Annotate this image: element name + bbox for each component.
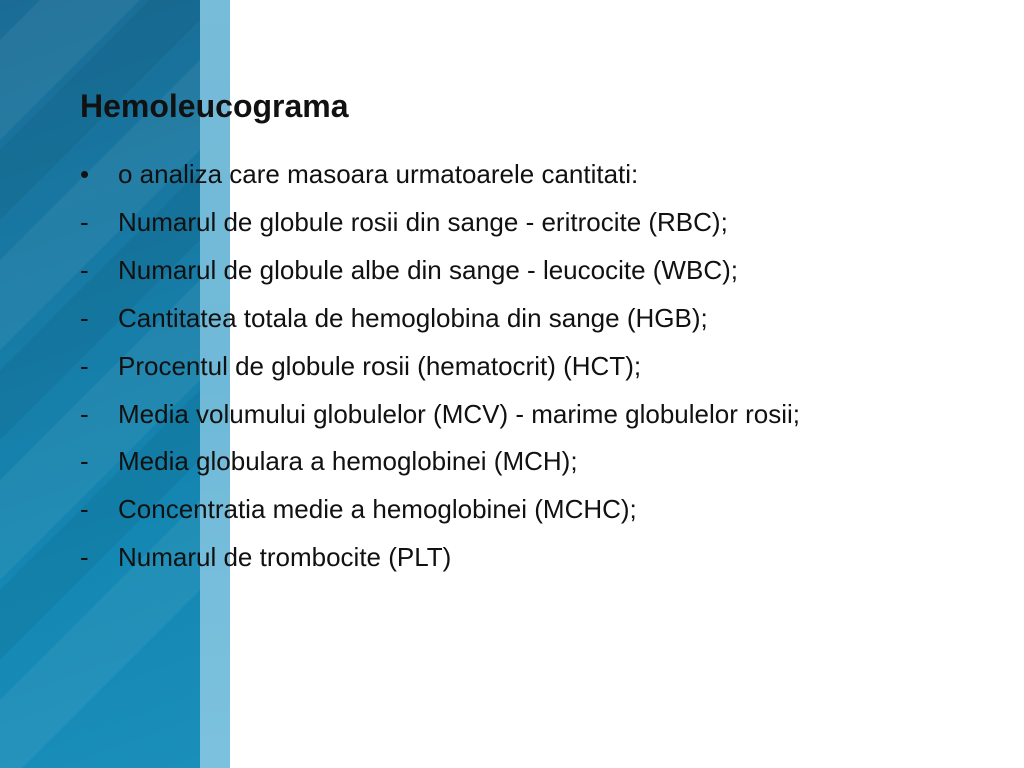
- list-item: [80, 348, 970, 384]
- list-item: [80, 204, 970, 240]
- dash-marker: -: [80, 446, 89, 476]
- dash-marker: -: [80, 399, 89, 429]
- list-item: [80, 252, 970, 288]
- slide-title: Hemoleucograma: [80, 88, 349, 124]
- list-item: [80, 443, 970, 479]
- list-item: [80, 491, 970, 527]
- dash-marker: -: [80, 494, 89, 524]
- dash-marker: -: [80, 255, 89, 285]
- list-item-text: Media globulara a hemoglobinei (MCH);: [118, 446, 578, 476]
- list-item-text: Numarul de trombocite (PLT): [118, 542, 452, 572]
- list-item: [80, 396, 970, 432]
- dash-marker: -: [80, 542, 89, 572]
- list-item: [80, 156, 970, 192]
- bullet-marker: •: [80, 159, 90, 189]
- list-item: [80, 539, 970, 575]
- list-item-text: Numarul de globule albe din sange - leucocite (WBC);: [118, 255, 738, 285]
- bullet-list: [80, 156, 970, 587]
- list-item-text: Media volumului globulelor (MCV) - marime globulelor rosii;: [118, 399, 801, 429]
- list-item-text: Procentul de globule rosii (hematocrit) (HCT);: [118, 351, 642, 381]
- dash-marker: -: [80, 207, 89, 237]
- list-item-text: o analiza care masoara urmatoarele cantitati:: [118, 159, 639, 189]
- list-item-text: Cantitatea totala de hemoglobina din sange (HGB);: [118, 303, 708, 333]
- list-item-text: Concentratia medie a hemoglobinei (MCHC);: [118, 494, 637, 524]
- list-item-text: Numarul de globule rosii din sange - eritrocite (RBC);: [118, 207, 728, 237]
- dash-marker: -: [80, 351, 89, 381]
- list-item: [80, 300, 970, 336]
- dash-marker: -: [80, 303, 89, 333]
